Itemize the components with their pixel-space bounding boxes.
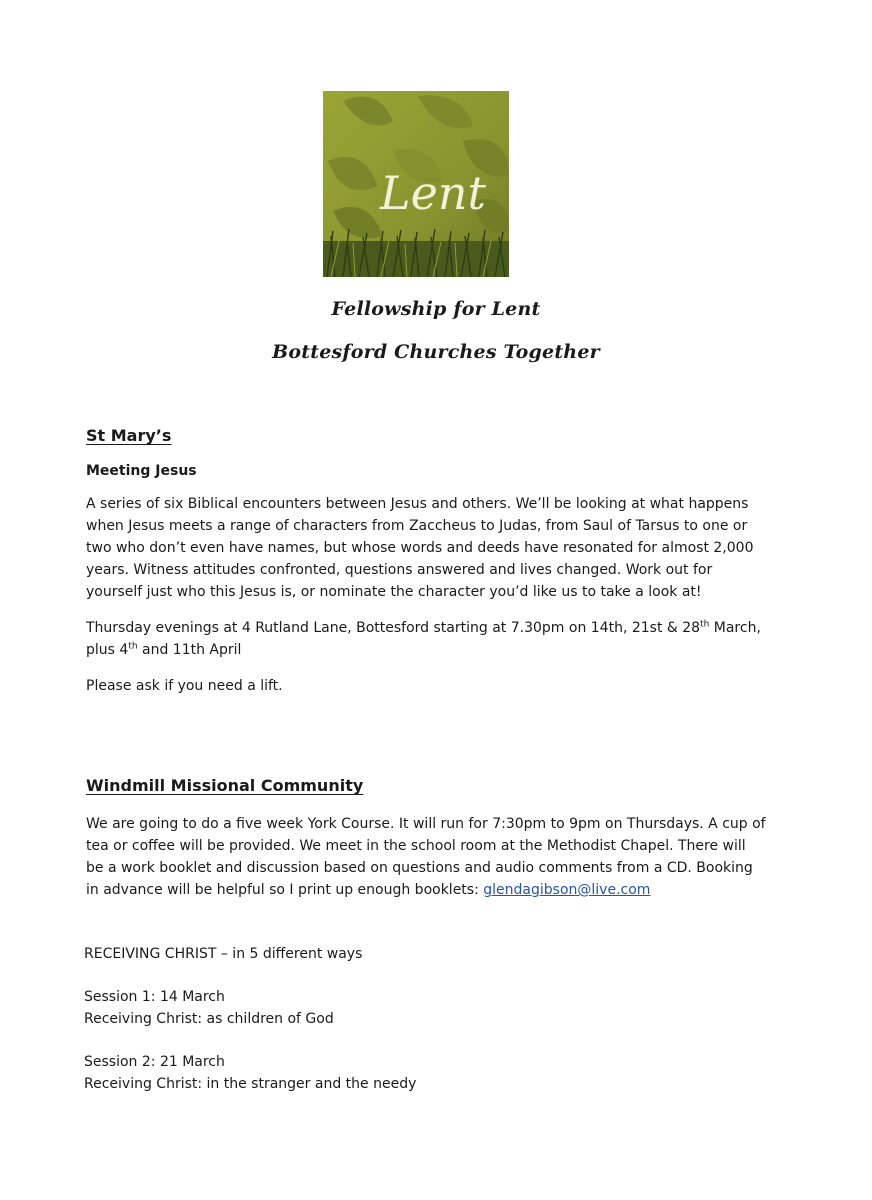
lent-logo [323, 91, 509, 277]
email-link[interactable]: glendagibson@live.com [483, 882, 651, 898]
st-marys-description: A series of six Biblical encounters between Jesus and others. We’ll be looking at what happens when Jesus meets a range of characters from Zaccheus to Judas, from Saul of Tarsus to one or two who don’t even have names, but whose words and deeds have resonated for almost 2,000 years. Witness attitudes confronted, questions answered and lives changed. Work out for yourself just who this Jesus is, or nominate the character you’d like us to take a look at! [86, 496, 754, 600]
windmill-title: Windmill Missional Community [86, 776, 364, 795]
lift-note: Please ask if you need a lift. [86, 678, 283, 694]
course-title: RECEIVING CHRIST – in 5 different ways [84, 946, 363, 962]
schedule-text-b: March, plus 4 [86, 620, 761, 658]
schedule-text-a: Thursday evenings at 4 Rutland Lane, Bottesford starting at 7.30pm on 14th, 21st & 28 [86, 620, 701, 636]
st-marys-schedule [86, 617, 766, 661]
session-1-topic: Receiving Christ: as children of God [84, 1011, 334, 1027]
page-subtitle: Bottesford Churches Together [272, 341, 600, 363]
windmill-description-text: We are going to do a five week York Course. It will run for 7:30pm to 9pm on Thursdays. A cup of tea or coffee will be provided. We meet in the school room at the Methodist Chapel. There will be a work booklet and discussion based on questions and audio comments from a CD. Booking in advance will be helpful so I print up enough booklets: [86, 816, 766, 898]
schedule-text-c: and 11th April [137, 642, 242, 658]
windmill-description [86, 813, 766, 901]
session-2 [84, 1051, 784, 1095]
st-marys-subtitle: Meeting Jesus [86, 463, 197, 479]
windmill-section [86, 776, 766, 901]
session-2-date: Session 2: 21 March [84, 1054, 225, 1070]
logo-text: Lent [380, 166, 486, 220]
lent-logo-image [323, 91, 509, 277]
session-1 [84, 986, 784, 1030]
session-2-topic: Receiving Christ: in the stranger and the needy [84, 1076, 417, 1092]
st-marys-title: St Mary’s [86, 426, 172, 445]
schedule-sup-2: th [128, 641, 138, 652]
page-title: Fellowship for Lent [331, 298, 541, 320]
session-1-date: Session 1: 14 March [84, 989, 225, 1005]
schedule-sup-1: th [700, 619, 710, 630]
st-marys-section [86, 426, 766, 697]
